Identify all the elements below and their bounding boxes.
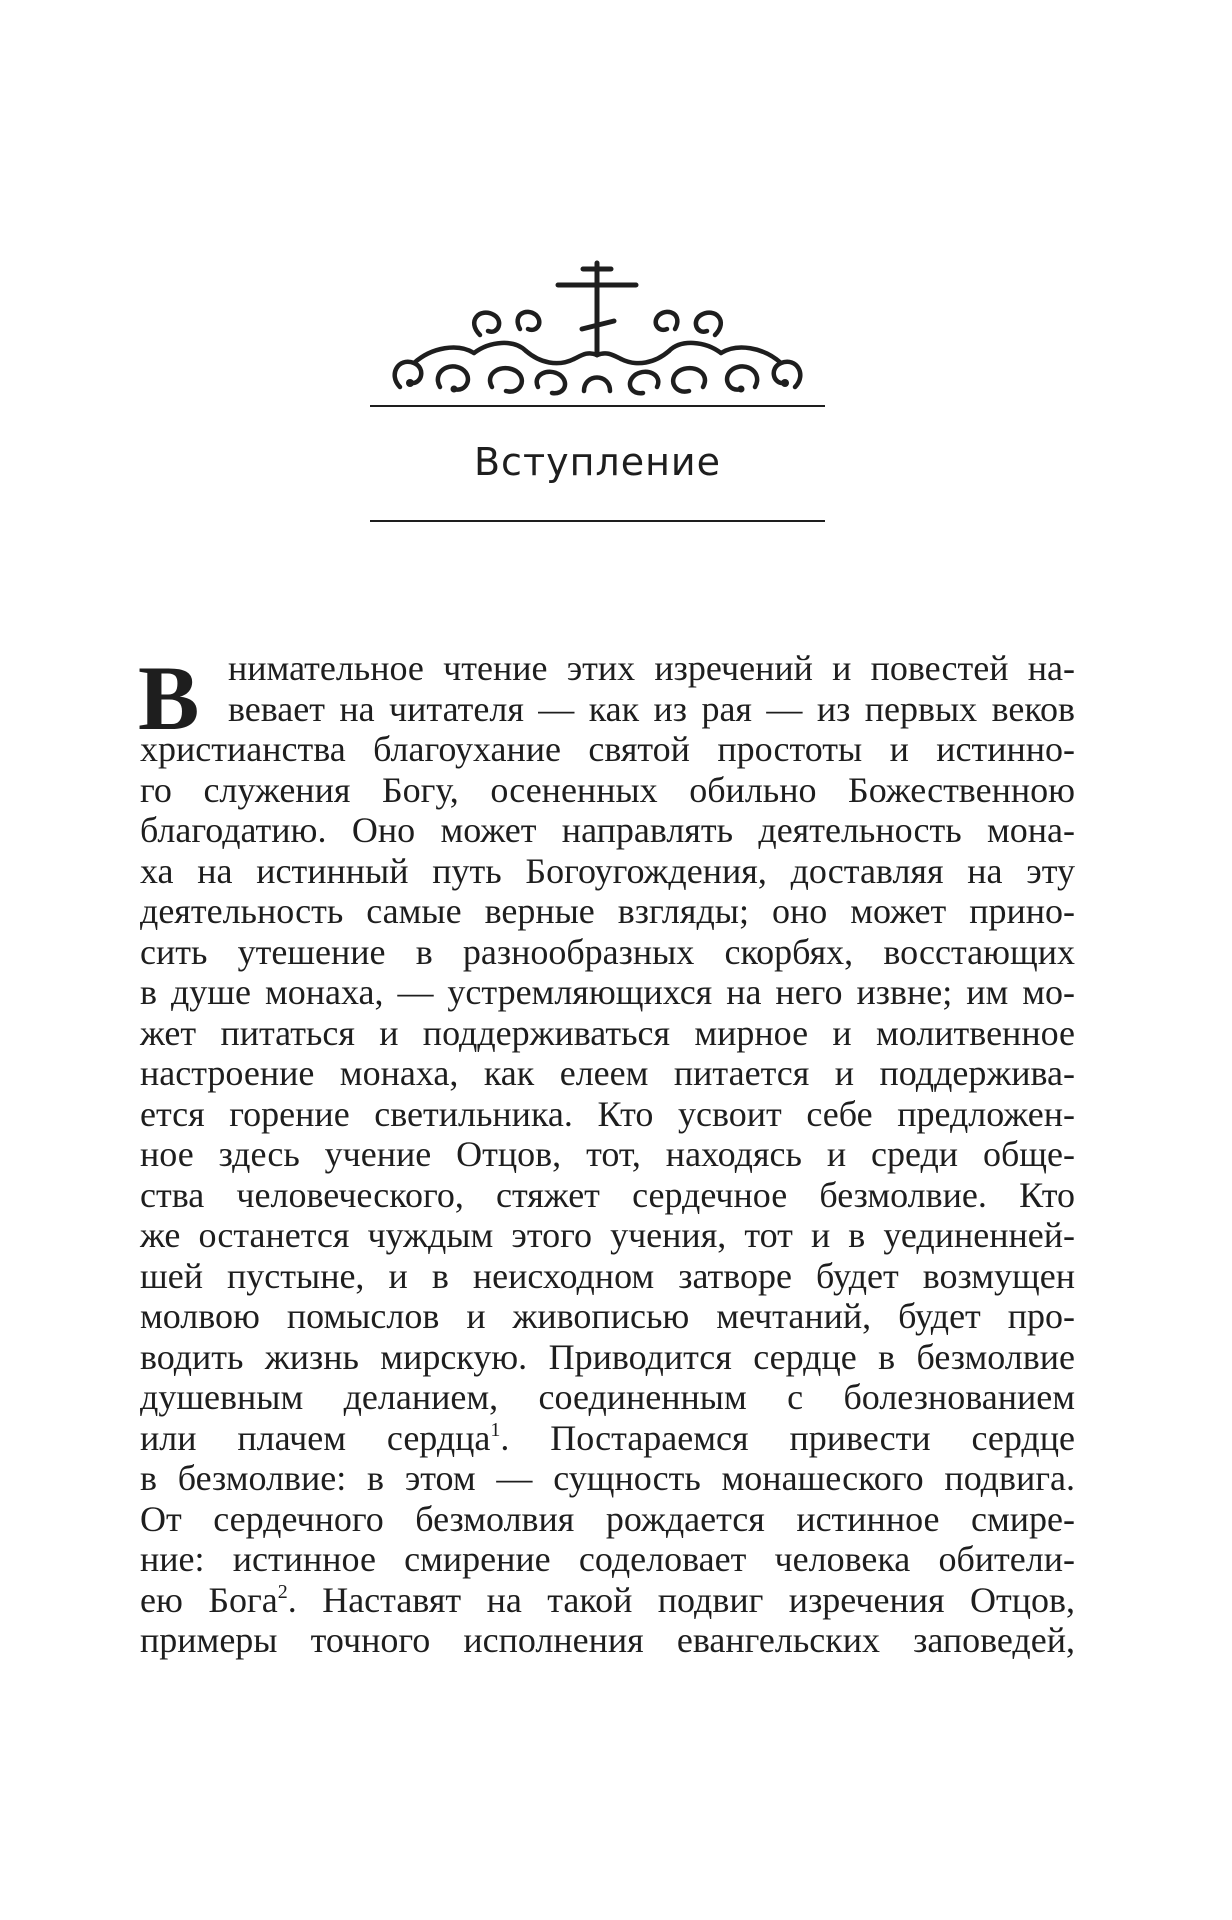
text-line: жет питаться и поддерживаться мирное и молитвенное [140, 1012, 1075, 1053]
text-line: душевным деланием, соединенным с болезнованием [140, 1377, 1075, 1417]
text-segment: ею Бога [140, 1579, 278, 1620]
text-line: в душе монаха, — устремляющихся на него извне; им мо- [140, 972, 1075, 1012]
text-segment: или плачем сердца [140, 1417, 491, 1458]
footnote-mark: 2 [277, 1580, 288, 1603]
text-line: деятельность самые верные взгляды; оно может прино- [140, 891, 1075, 931]
text-line: ние: истинное смирение соделовает человека обители- [140, 1539, 1075, 1579]
text-line: шей пустыне, и в неисходном затворе будет возмущен [140, 1255, 1075, 1296]
chapter-title: Вступление [473, 440, 722, 484]
body-text [140, 648, 1075, 1661]
text-line: же останется чуждым этого учения, тот и в уединенней- [140, 1215, 1075, 1255]
text-line: ства человеческого, стяжет сердечное безмолвие. Кто [140, 1174, 1075, 1215]
text-line: водить жизнь мирскую. Приводится сердце в безмолвие [140, 1336, 1075, 1377]
text-line: настроение монаха, как елеем питается и поддержива- [140, 1053, 1075, 1093]
text-line: нимательное чтение этих изречений и повестей на- [228, 648, 1075, 688]
text-line-with-footnote [140, 1418, 1075, 1459]
text-line: благодатию. Оно может направлять деятельность мона- [140, 810, 1075, 850]
text-line-with-footnote [140, 1580, 1075, 1621]
title-rule-top [370, 405, 825, 407]
text-line: От сердечного безмолвия рождается истинное смире- [140, 1498, 1075, 1539]
text-line: вевает на читателя — как из рая — из первых веков [228, 688, 1075, 729]
text-segment: . Наставят на такой подвиг изречения Отцов, [287, 1579, 1075, 1620]
footnote-mark: 1 [490, 1418, 501, 1441]
title-rule-bottom [370, 520, 825, 522]
text-segment: . Постараемся привести сердце [500, 1417, 1075, 1458]
text-line: ется горение светильника. Кто усвоит себе предложен- [140, 1093, 1075, 1134]
text-line: ха на истинный путь Богоугождения, доставляя на эту [140, 850, 1075, 891]
text-line: сить утешение в разнообразных скорбях, восстающих [140, 931, 1075, 972]
orthodox-cross-scroll-ornament-icon [370, 255, 825, 415]
text-line: молвою помыслов и живописью мечтаний, будет про- [140, 1296, 1075, 1336]
text-line: ное здесь учение Отцов, тот, находясь и среди обще- [140, 1134, 1075, 1174]
text-line: христианства благоухание святой простоты и истинно- [140, 729, 1075, 769]
text-line: го служения Богу, осененных обильно Божественною [140, 769, 1075, 810]
text-line: в безмолвие: в этом — сущность монашеского подвига. [140, 1458, 1075, 1498]
text-line: примеры точного исполнения евангельских заповедей, [140, 1620, 1075, 1660]
drop-cap: В [138, 647, 200, 749]
